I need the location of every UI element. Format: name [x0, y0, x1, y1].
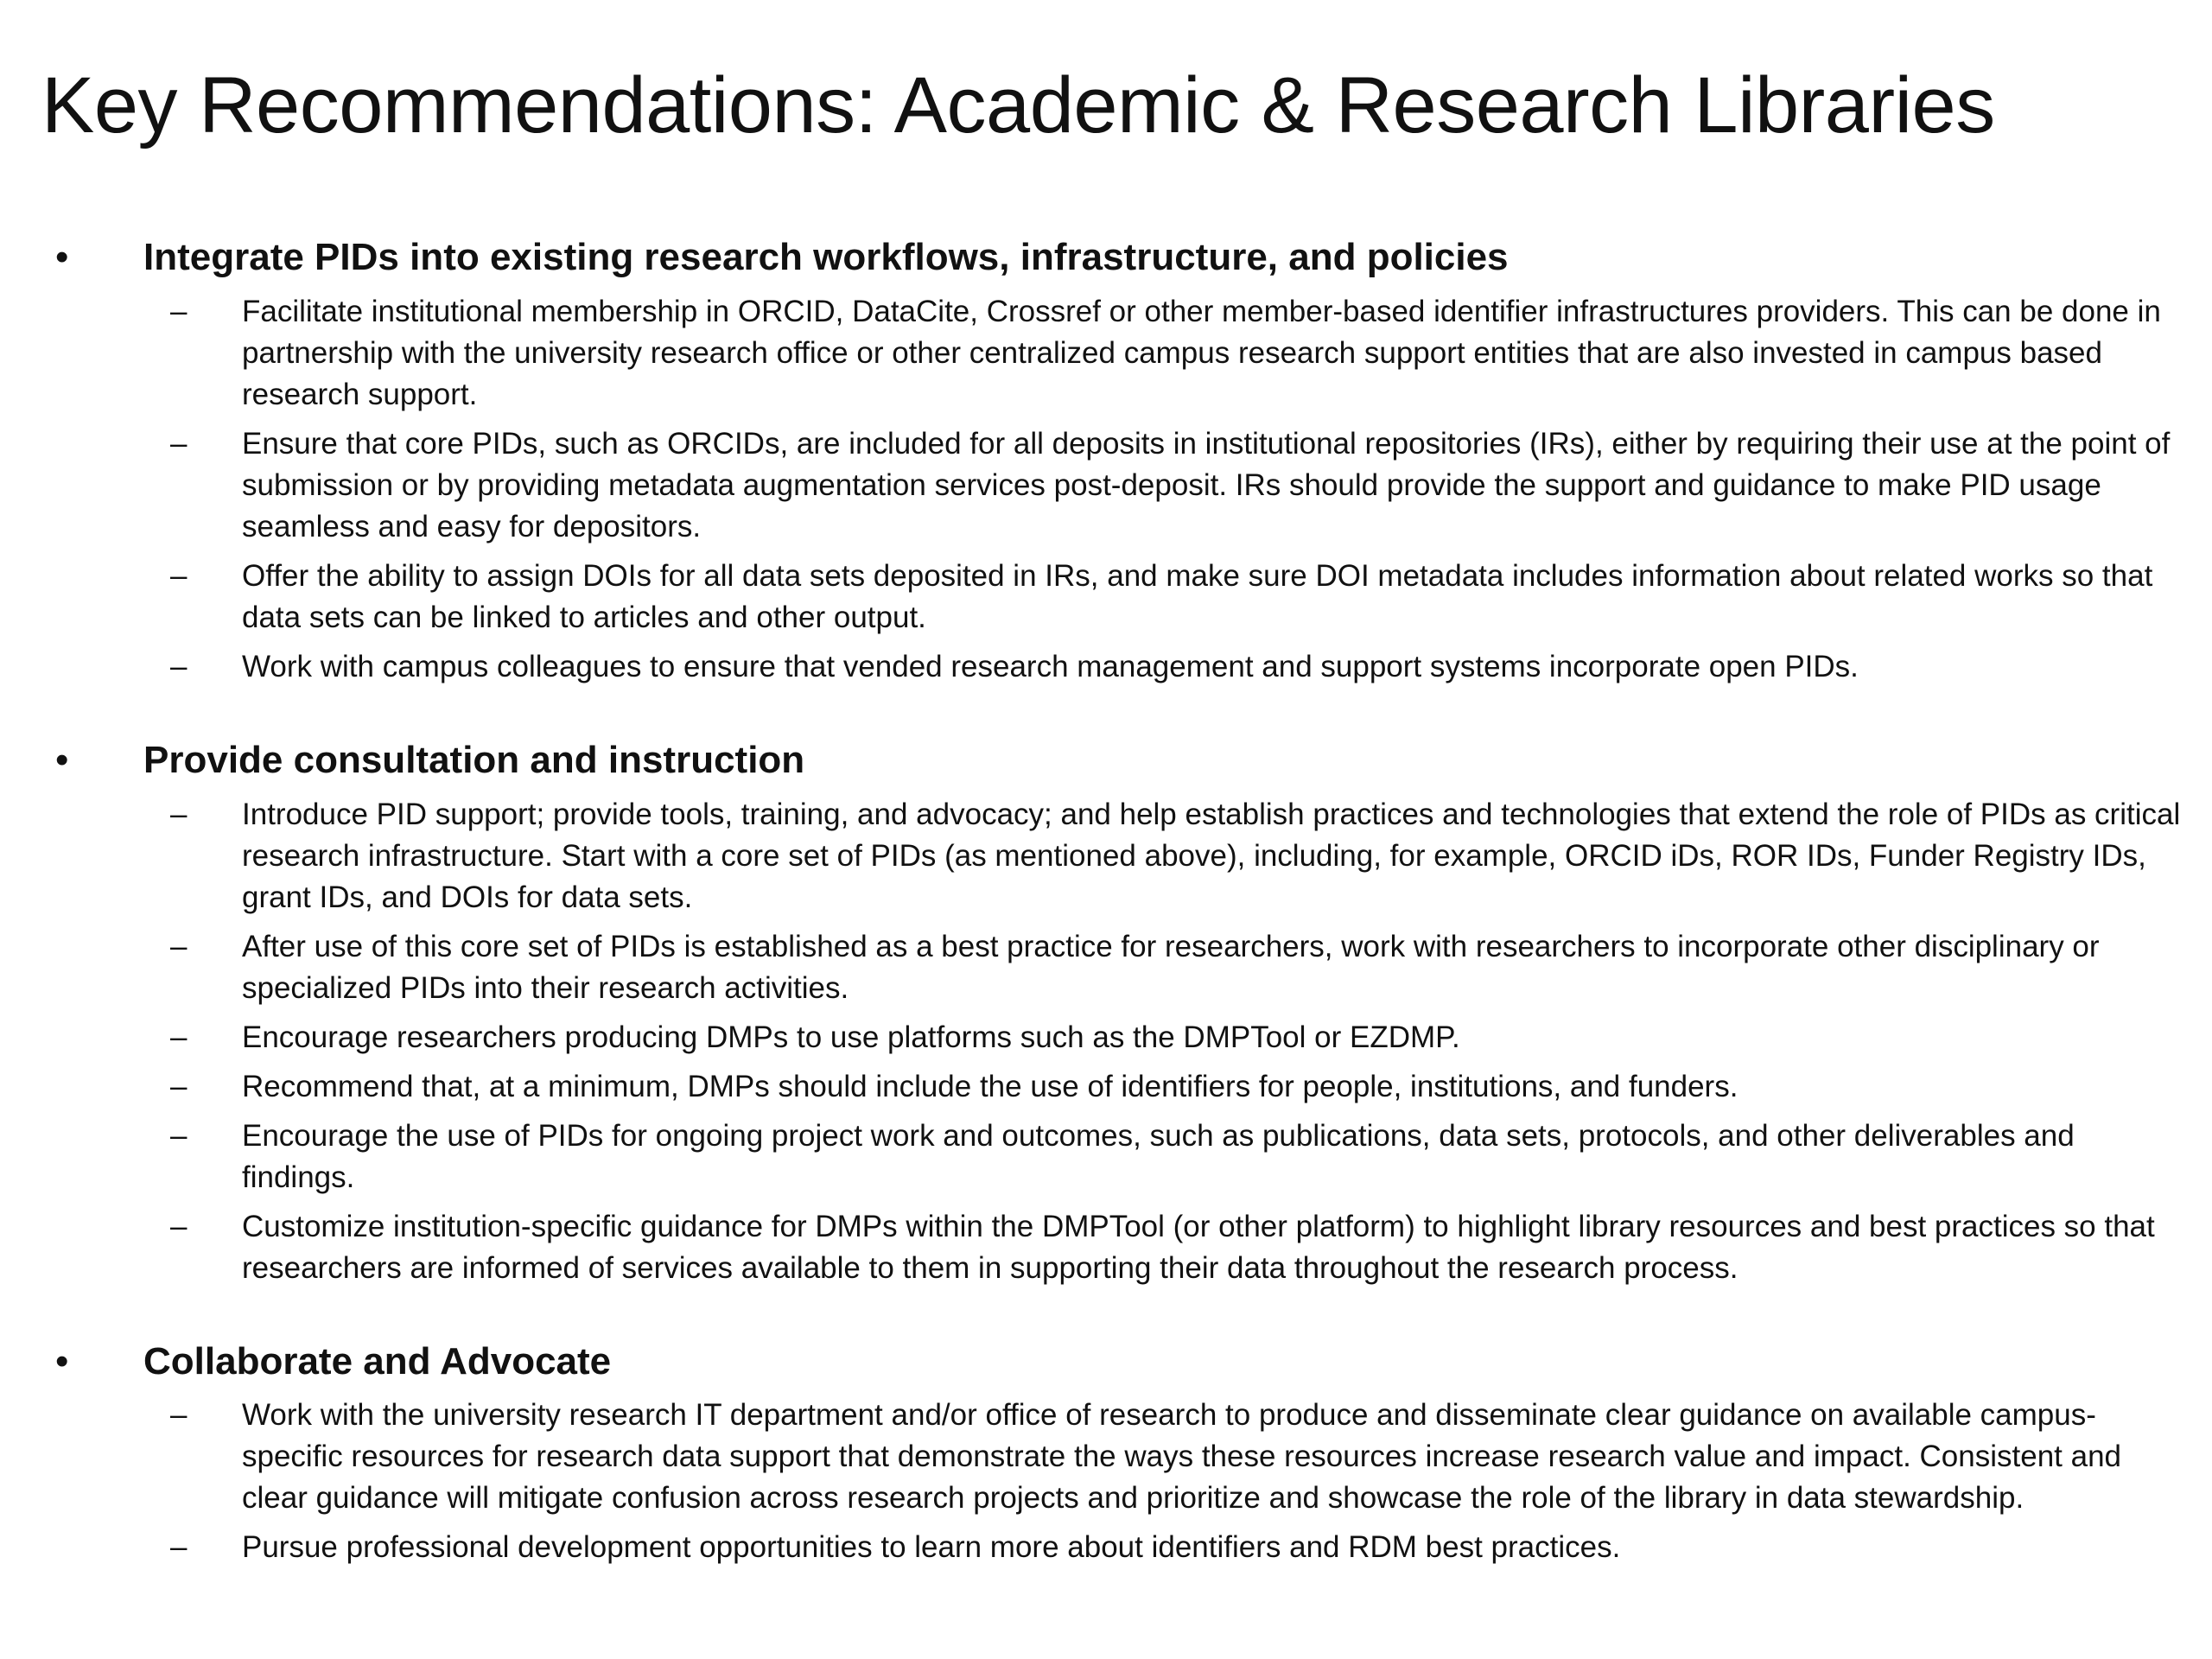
bullet-icon: •: [55, 1339, 69, 1382]
section-heading: [0, 235, 2212, 281]
section-integrate-pids: [0, 235, 2212, 688]
list-item-text: After use of this core set of PIDs is established as a best practice for researchers, work with researchers to incorporate other disciplinary or specialized PIDs into their research activities.: [242, 929, 2100, 1005]
section-consultation-instruction: [0, 738, 2212, 1289]
list-item-text: Work with the university research IT department and/or office of research to produce and disseminate clear guidance on available campus-specific resources for research data support that demonstrate the ways these resources increase research value and impact. Consistent and clear guidance will mitigate confusion across research projects and prioritize and showcase the role of the library in data stewardship.: [242, 1398, 2122, 1516]
dash-icon: –: [170, 1069, 188, 1103]
dash-icon: –: [170, 426, 188, 461]
dash-icon: –: [170, 1209, 188, 1243]
dash-icon: –: [170, 1398, 188, 1433]
dash-icon: –: [170, 649, 188, 683]
section-heading-text: Integrate PIDs into existing research workflows, infrastructure, and policies: [143, 236, 1509, 278]
section-collaborate-advocate: [0, 1339, 2212, 1569]
list-item: [0, 1395, 2212, 1519]
list-item-text: Encourage the use of PIDs for ongoing project work and outcomes, such as publications, data sets, protocols, and other deliverables and findings.: [242, 1118, 2075, 1194]
section-items: [0, 1395, 2212, 1568]
dash-icon: –: [170, 294, 188, 328]
list-item: [0, 646, 2212, 688]
dash-icon: –: [170, 797, 188, 831]
section-items: [0, 291, 2212, 688]
dash-icon: –: [170, 1118, 188, 1153]
recommendation-sections: [0, 235, 2212, 1618]
section-heading-text: Provide consultation and instruction: [143, 738, 805, 781]
section-items: [0, 794, 2212, 1289]
list-item: [0, 1206, 2212, 1289]
section-heading-text: Collaborate and Advocate: [143, 1339, 612, 1382]
list-item: [0, 556, 2212, 639]
list-item: [0, 1527, 2212, 1568]
dash-icon: –: [170, 929, 188, 963]
list-item: [0, 1066, 2212, 1108]
list-item-text: Encourage researchers producing DMPs to use platforms such as the DMPTool or EZDMP.: [242, 1020, 1460, 1054]
list-item: [0, 291, 2212, 416]
list-item-text: Work with campus colleagues to ensure that vended research management and support systems incorporate open PIDs.: [242, 649, 1859, 683]
list-item: [0, 926, 2212, 1009]
dash-icon: –: [170, 1020, 188, 1054]
list-item-text: Facilitate institutional membership in ORCID, DataCite, Crossref or other member-based identifier infrastructures providers. This can be done in partnership with the university research office or other centralized campus research support entities that are also invested in campus based research support.: [242, 294, 2161, 411]
list-item: [0, 1116, 2212, 1198]
bullet-icon: •: [55, 236, 69, 278]
section-heading: [0, 738, 2212, 784]
dash-icon: –: [170, 1530, 188, 1565]
dash-icon: –: [170, 558, 188, 593]
list-item-text: Recommend that, at a minimum, DMPs should include the use of identifiers for people, institutions, and funders.: [242, 1069, 1738, 1103]
slide-title: Key Recommendations: Academic & Research Libraries: [41, 61, 1995, 149]
list-item-text: Pursue professional development opportunities to learn more about identifiers and RDM best practices.: [242, 1530, 1621, 1565]
list-item-text: Ensure that core PIDs, such as ORCIDs, are included for all deposits in institutional repositories (IRs), either by requiring their use at the point of submission or by providing metadata augmentation services post-deposit. IRs should provide the support and guidance to make PID usage seamless and easy for depositors.: [242, 426, 2171, 543]
section-heading: [0, 1339, 2212, 1385]
list-item: [0, 1017, 2212, 1058]
list-item: [0, 423, 2212, 548]
list-item-text: Customize institution-specific guidance for DMPs within the DMPTool (or other platform) to highlight library resources and best practices so that researchers are informed of services available to them in supporting their data throughout the research process.: [242, 1209, 2155, 1285]
bullet-icon: •: [55, 738, 69, 781]
list-item: [0, 794, 2212, 918]
list-item-text: Offer the ability to assign DOIs for all data sets deposited in IRs, and make sure DOI metadata includes information about related works so that data sets can be linked to articles and other output.: [242, 558, 2153, 634]
list-item-text: Introduce PID support; provide tools, training, and advocacy; and help establish practices and technologies that extend the role of PIDs as critical research infrastructure. Start with a core set of PIDs (as mentioned above), including, for example, ORCID iDs, ROR IDs, Funder Registry IDs, grant IDs, and DOIs for data sets.: [242, 797, 2181, 914]
